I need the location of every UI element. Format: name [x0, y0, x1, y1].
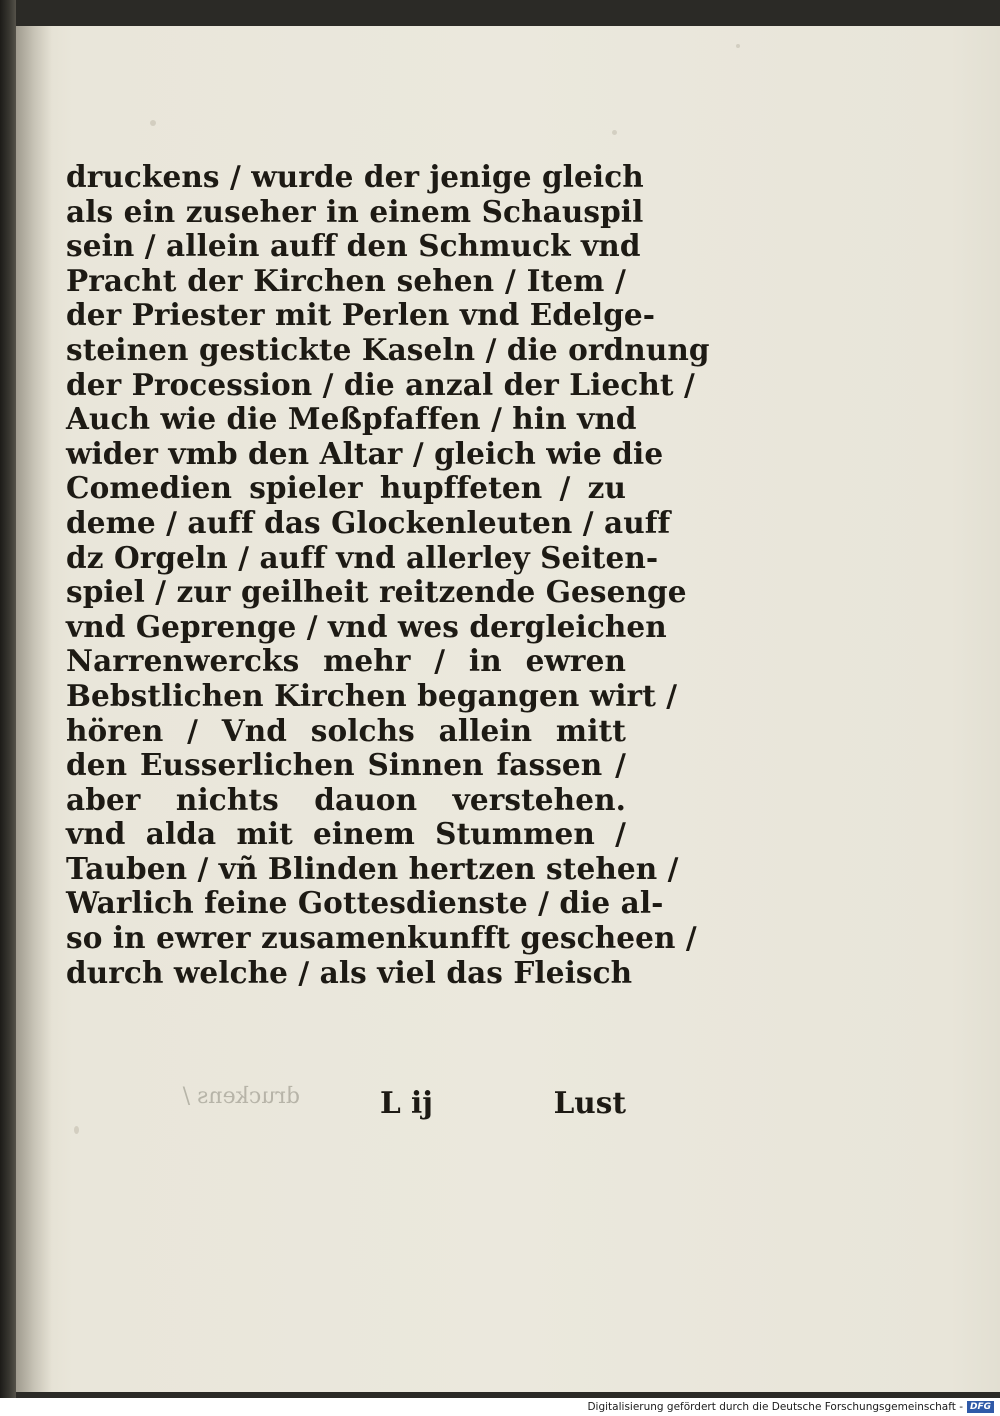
text-line: so in ewrer zusamenkunfft gescheen / — [66, 920, 697, 956]
text-line: druckens / wurde der jenige gleich — [66, 159, 644, 194]
text-line: Narrenwercks mehr / in ewren — [66, 643, 626, 679]
bleed-through-text: druckens / — [182, 1084, 300, 1109]
text-line: vnd Geprenge / vnd wes dergleichen — [66, 608, 667, 644]
signature-mark: L ij — [380, 1085, 433, 1120]
dfg-logo-icon[interactable]: DFG — [967, 1401, 994, 1413]
page-signature-line — [380, 1085, 626, 1120]
text-line: Tauben / vñ Blinden hertzen stehen / — [66, 850, 679, 886]
book-spine — [0, 0, 16, 1398]
main-text-block — [66, 159, 710, 990]
text-line: sein / allein auff den Schmuck vnd — [66, 228, 641, 264]
foxing-spot — [150, 120, 156, 126]
text-line: dz Orgeln / auff vnd allerley Seiten- — [66, 539, 659, 575]
gutter-shadow — [14, 26, 52, 1392]
text-line: Comedien spieler hupffeten / zu — [66, 470, 626, 506]
funding-credit — [587, 1400, 994, 1414]
funding-credit-text: Digitalisierung gefördert durch die Deutsche Forschungsgemeinschaft - — [587, 1401, 963, 1413]
text-line: Pracht der Kirchen sehen / Item / — [66, 262, 626, 298]
text-line: den Eusserlichen Sinnen fassen / — [66, 747, 626, 783]
text-line: Auch wie die Meßpfaffen / hin vnd — [66, 401, 637, 437]
foxing-spot — [612, 130, 617, 135]
text-line: durch welche / als viel das Fleisch — [66, 954, 633, 990]
text-line: hören / Vnd solchs allein mitt — [66, 712, 626, 748]
text-line: wider vmb den Altar / gleich wie die — [66, 435, 664, 471]
foxing-spot — [736, 44, 740, 48]
text-line: vnd alda mit einem Stummen / — [66, 816, 626, 852]
catchword: Lust — [553, 1085, 626, 1120]
text-line: spiel / zur geilheit reitzende Gesenge — [66, 574, 687, 610]
foxing-spot — [74, 1126, 79, 1134]
text-line: Warlich feine Gottesdienste / die al- — [66, 885, 664, 921]
text-line: steinen gestickte Kaseln / die ordnung — [66, 331, 710, 367]
text-line: als ein zuseher in einem Schauspil — [66, 193, 644, 229]
text-line: Bebstlichen Kirchen begangen wirt / — [66, 677, 678, 713]
text-line: aber nichts dauon verstehen. — [66, 781, 626, 817]
text-line: der Priester mit Perlen vnd Edelge- — [66, 297, 656, 333]
text-line: deme / auff das Glockenleuten / auff — [66, 504, 671, 540]
text-line: der Procession / die anzal der Liecht / — [66, 366, 695, 402]
